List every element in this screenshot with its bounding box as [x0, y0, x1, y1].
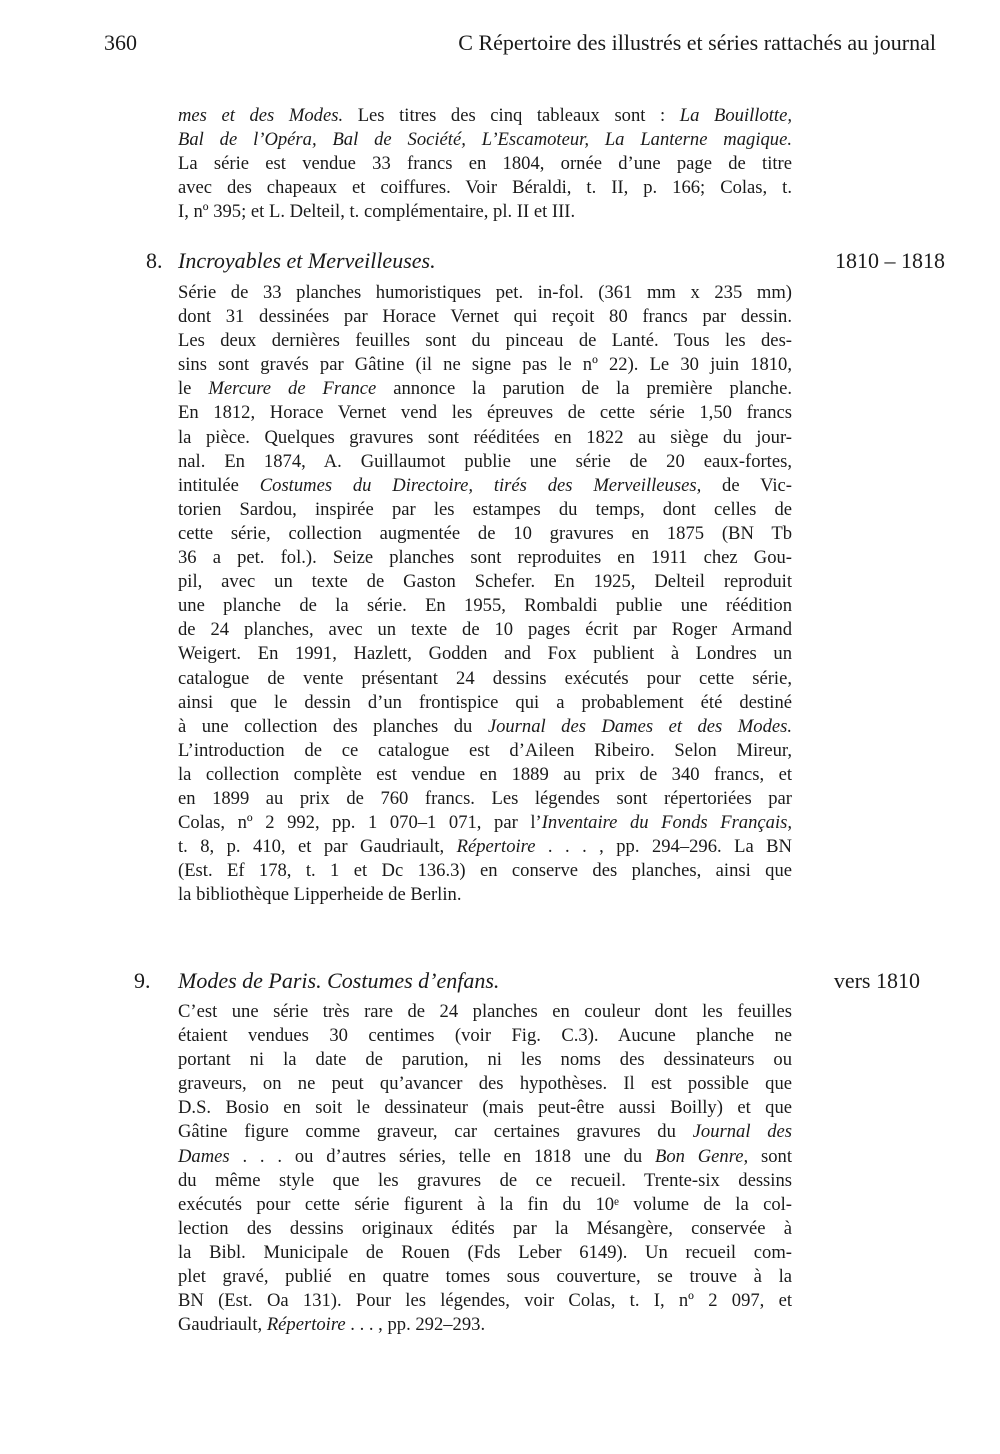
- text-line: [178, 859, 792, 883]
- text-line: [178, 1217, 792, 1241]
- text-run: nal. En 1874, A. Guillaumot publie une série de 20 eaux-fortes,: [178, 450, 792, 472]
- text-line: [178, 1145, 792, 1169]
- text-line: [178, 426, 792, 450]
- text-run: pil, avec un texte de Gaston Schefer. En 1925, Delteil reproduit: [178, 571, 792, 593]
- italic-text: Bal de l’Opéra, Bal de Société, L’Escamoteur, La Lanterne magique.: [178, 129, 792, 151]
- text-run: Série de 33 planches humoristiques pet. in-fol. (361 mm x 235 mm): [178, 282, 792, 303]
- text-run: graveurs, on ne peut qu’avancer des hypothèses. Il est possible que: [178, 1073, 792, 1095]
- italic-text: La Bouillotte,: [679, 105, 793, 126]
- running-title: C Répertoire des illustrés et séries rattachés au journal: [458, 30, 936, 55]
- entry-8-date: 1810 – 1818: [835, 248, 945, 273]
- text-run: En 1812, Horace Vernet vend les épreuves de cette série 1,50 francs: [178, 402, 792, 424]
- text-run: ainsi que le dessin d’un frontispice qui a probablement été destiné: [178, 691, 792, 713]
- text-run: la Bibl. Municipale de Rouen (Fds Leber 6149). Un recueil com-: [178, 1241, 792, 1263]
- italic-text: Journal des: [692, 1121, 793, 1143]
- text-line: [178, 691, 792, 715]
- text-line: [178, 474, 792, 498]
- text-line: [178, 739, 792, 763]
- italic-text: Bon Genre,: [654, 1145, 749, 1167]
- page-number: 360: [104, 30, 137, 55]
- text-line: [178, 594, 792, 618]
- text-run: Les deux dernières feuilles sont du pinceau de Lanté. Tous les des-: [178, 330, 792, 352]
- text-line: [178, 377, 792, 401]
- text-run: de 24 planches, avec un texte de 10 pages écrit par Roger Armand: [178, 619, 792, 641]
- italic-text: Répertoire: [456, 836, 536, 858]
- text-run: (Est. Ef 178, t. 1 et Dc 136.3) en conserve des planches, ainsi que: [178, 860, 792, 882]
- text-line: [178, 498, 792, 522]
- text-run: une planche de la série. En 1955, Rombaldi publie une réédition: [178, 595, 792, 617]
- text-run: plet gravé, publié en quatre tomes sous couverture, se trouve à la: [178, 1266, 792, 1288]
- text-run: sins sont gravés par Gâtine (il ne signe pas le nº 22). Le 30 juin 1810,: [178, 354, 792, 376]
- text-run: la collection complète est vendue en 1889 au prix de 340 francs, et: [178, 763, 792, 785]
- text-line: [178, 811, 792, 835]
- text-run: de Vic-: [701, 474, 792, 496]
- text-line: [178, 835, 792, 859]
- intro-paragraph: [178, 104, 792, 224]
- text-run: catalogue de vente présentant 24 dessins exécutés pour cette série,: [178, 667, 792, 689]
- entry-8-paragraph: [178, 281, 792, 907]
- text-run: L’introduction de ce catalogue est d’Aileen Ribeiro. Selon Mireur,: [178, 739, 792, 761]
- text-run: 36 a pet. fol.). Seize planches sont reproduites en 1911 chez Gou-: [178, 547, 792, 569]
- italic-text: Dames: [178, 1145, 230, 1167]
- text-run: le: [178, 378, 209, 400]
- italic-text: Costumes du Directoire, tirés des Merveilleuses,: [259, 474, 702, 496]
- text-run: avec des chapeaux et coiffures. Voir Béraldi, t. II, p. 166; Colas, t.: [178, 177, 792, 199]
- entry-8-number: 8.: [146, 248, 163, 273]
- text-line: [178, 883, 792, 907]
- text-line: [178, 152, 792, 176]
- text-run: portant ni la date de parution, ni les noms des dessinateurs ou: [178, 1049, 792, 1071]
- text-run: I, nº 395; et L. Delteil, t. complémentaire, pl. II et III.: [178, 201, 576, 223]
- text-line: [178, 1241, 792, 1265]
- text-run: . . . , pp. 294–296. La BN: [535, 836, 792, 858]
- text-line: [178, 401, 792, 425]
- text-line: [178, 522, 792, 546]
- italic-text: Journal des Dames et des Modes.: [487, 715, 793, 737]
- text-line: [178, 1169, 792, 1193]
- text-run: la bibliothèque Lipperheide de Berlin.: [178, 884, 462, 906]
- text-run: Gâtine figure comme graveur, car certaines gravures du: [178, 1121, 693, 1143]
- italic-text: Inventaire du Fonds Français,: [541, 812, 792, 834]
- entry-9-date: vers 1810: [833, 968, 920, 993]
- text-line: [178, 104, 792, 128]
- text-line: [178, 1313, 792, 1337]
- text-run: cette série, collection augmentée de 10 gravures en 1875 (BN Tb: [178, 522, 792, 544]
- text-line: [178, 200, 792, 224]
- text-run: intitulée: [178, 474, 260, 496]
- text-run: sont: [748, 1145, 792, 1167]
- text-run: à une collection des planches du: [178, 715, 488, 737]
- text-run: . . . ou d’autres séries, telle en 1818 une du: [229, 1145, 655, 1167]
- text-line: [178, 128, 792, 152]
- text-run: exécutés pour cette série figurent à la fin du 10ᵉ volume de la col-: [178, 1193, 792, 1215]
- text-line: [178, 618, 792, 642]
- text-line: [178, 1265, 792, 1289]
- text-run: dont 31 dessinées par Horace Vernet qui reçoit 80 francs par dessin.: [178, 306, 792, 328]
- text-line: [178, 1289, 792, 1313]
- text-run: torien Sardou, inspirée par les estampes du temps, dont celles de: [178, 498, 792, 520]
- text-run: . . . , pp. 292–293.: [345, 1314, 486, 1336]
- text-run: lection des dessins originaux édités par la Mésangère, conservée à: [178, 1217, 792, 1239]
- running-header: [104, 30, 936, 60]
- text-line: [178, 353, 792, 377]
- text-line: [178, 667, 792, 691]
- text-run: étaient vendues 30 centimes (voir Fig. C.3). Aucune planche ne: [178, 1025, 792, 1047]
- italic-text: Répertoire: [266, 1314, 346, 1336]
- italic-text: mes et des Modes.: [178, 105, 344, 126]
- text-run: Gaudriault,: [178, 1314, 267, 1336]
- text-run: Les titres des cinq tableaux sont :: [343, 105, 680, 126]
- text-line: [178, 1120, 792, 1144]
- text-run: la pièce. Quelques gravures sont rééditées en 1822 au siège du jour-: [178, 426, 792, 448]
- entry-8-title: Incroyables et Merveilleuses.: [178, 248, 436, 273]
- text-run: Weigert. En 1991, Hazlett, Godden and Fox publient à Londres un: [178, 643, 792, 665]
- text-run: BN (Est. Oa 131). Pour les légendes, voir Colas, t. I, nº 2 097, et: [178, 1290, 792, 1312]
- text-line: [178, 1193, 792, 1217]
- text-run: D.S. Bosio en soit le dessinateur (mais peut-être aussi Boilly) et que: [178, 1097, 792, 1119]
- text-run: Colas, nº 2 992, pp. 1 070–1 071, par l’: [178, 812, 542, 834]
- text-run: annonce la parution de la première planche.: [376, 378, 792, 400]
- italic-text: Mercure de France: [208, 378, 377, 400]
- text-run: en 1899 au prix de 760 francs. Les légendes sont répertoriées par: [178, 787, 792, 809]
- text-line: [178, 763, 792, 787]
- text-run: La série est vendue 33 francs en 1804, ornée d’une page de titre: [178, 153, 792, 175]
- text-line: [178, 642, 792, 666]
- entry-9-title: Modes de Paris. Costumes d’enfans.: [178, 968, 500, 993]
- text-line: [178, 1000, 792, 1024]
- entry-9-paragraph: [178, 1000, 792, 1337]
- text-line: [178, 450, 792, 474]
- text-line: [178, 787, 792, 811]
- text-line: [178, 715, 792, 739]
- text-line: [178, 1024, 792, 1048]
- text-line: [178, 570, 792, 594]
- text-run: C’est une série très rare de 24 planches en couleur dont les feuilles: [178, 1001, 792, 1022]
- text-run: du même style que les gravures de ce recueil. Trente-six dessins: [178, 1169, 792, 1191]
- entry-9-number: 9.: [134, 968, 151, 993]
- text-run: t. 8, p. 410, et par Gaudriault,: [178, 836, 457, 858]
- text-line: [178, 1096, 792, 1120]
- text-line: [178, 305, 792, 329]
- text-line: [178, 546, 792, 570]
- text-line: [178, 1072, 792, 1096]
- text-line: [178, 1048, 792, 1072]
- text-line: [178, 176, 792, 200]
- text-line: [178, 329, 792, 353]
- text-line: [178, 281, 792, 305]
